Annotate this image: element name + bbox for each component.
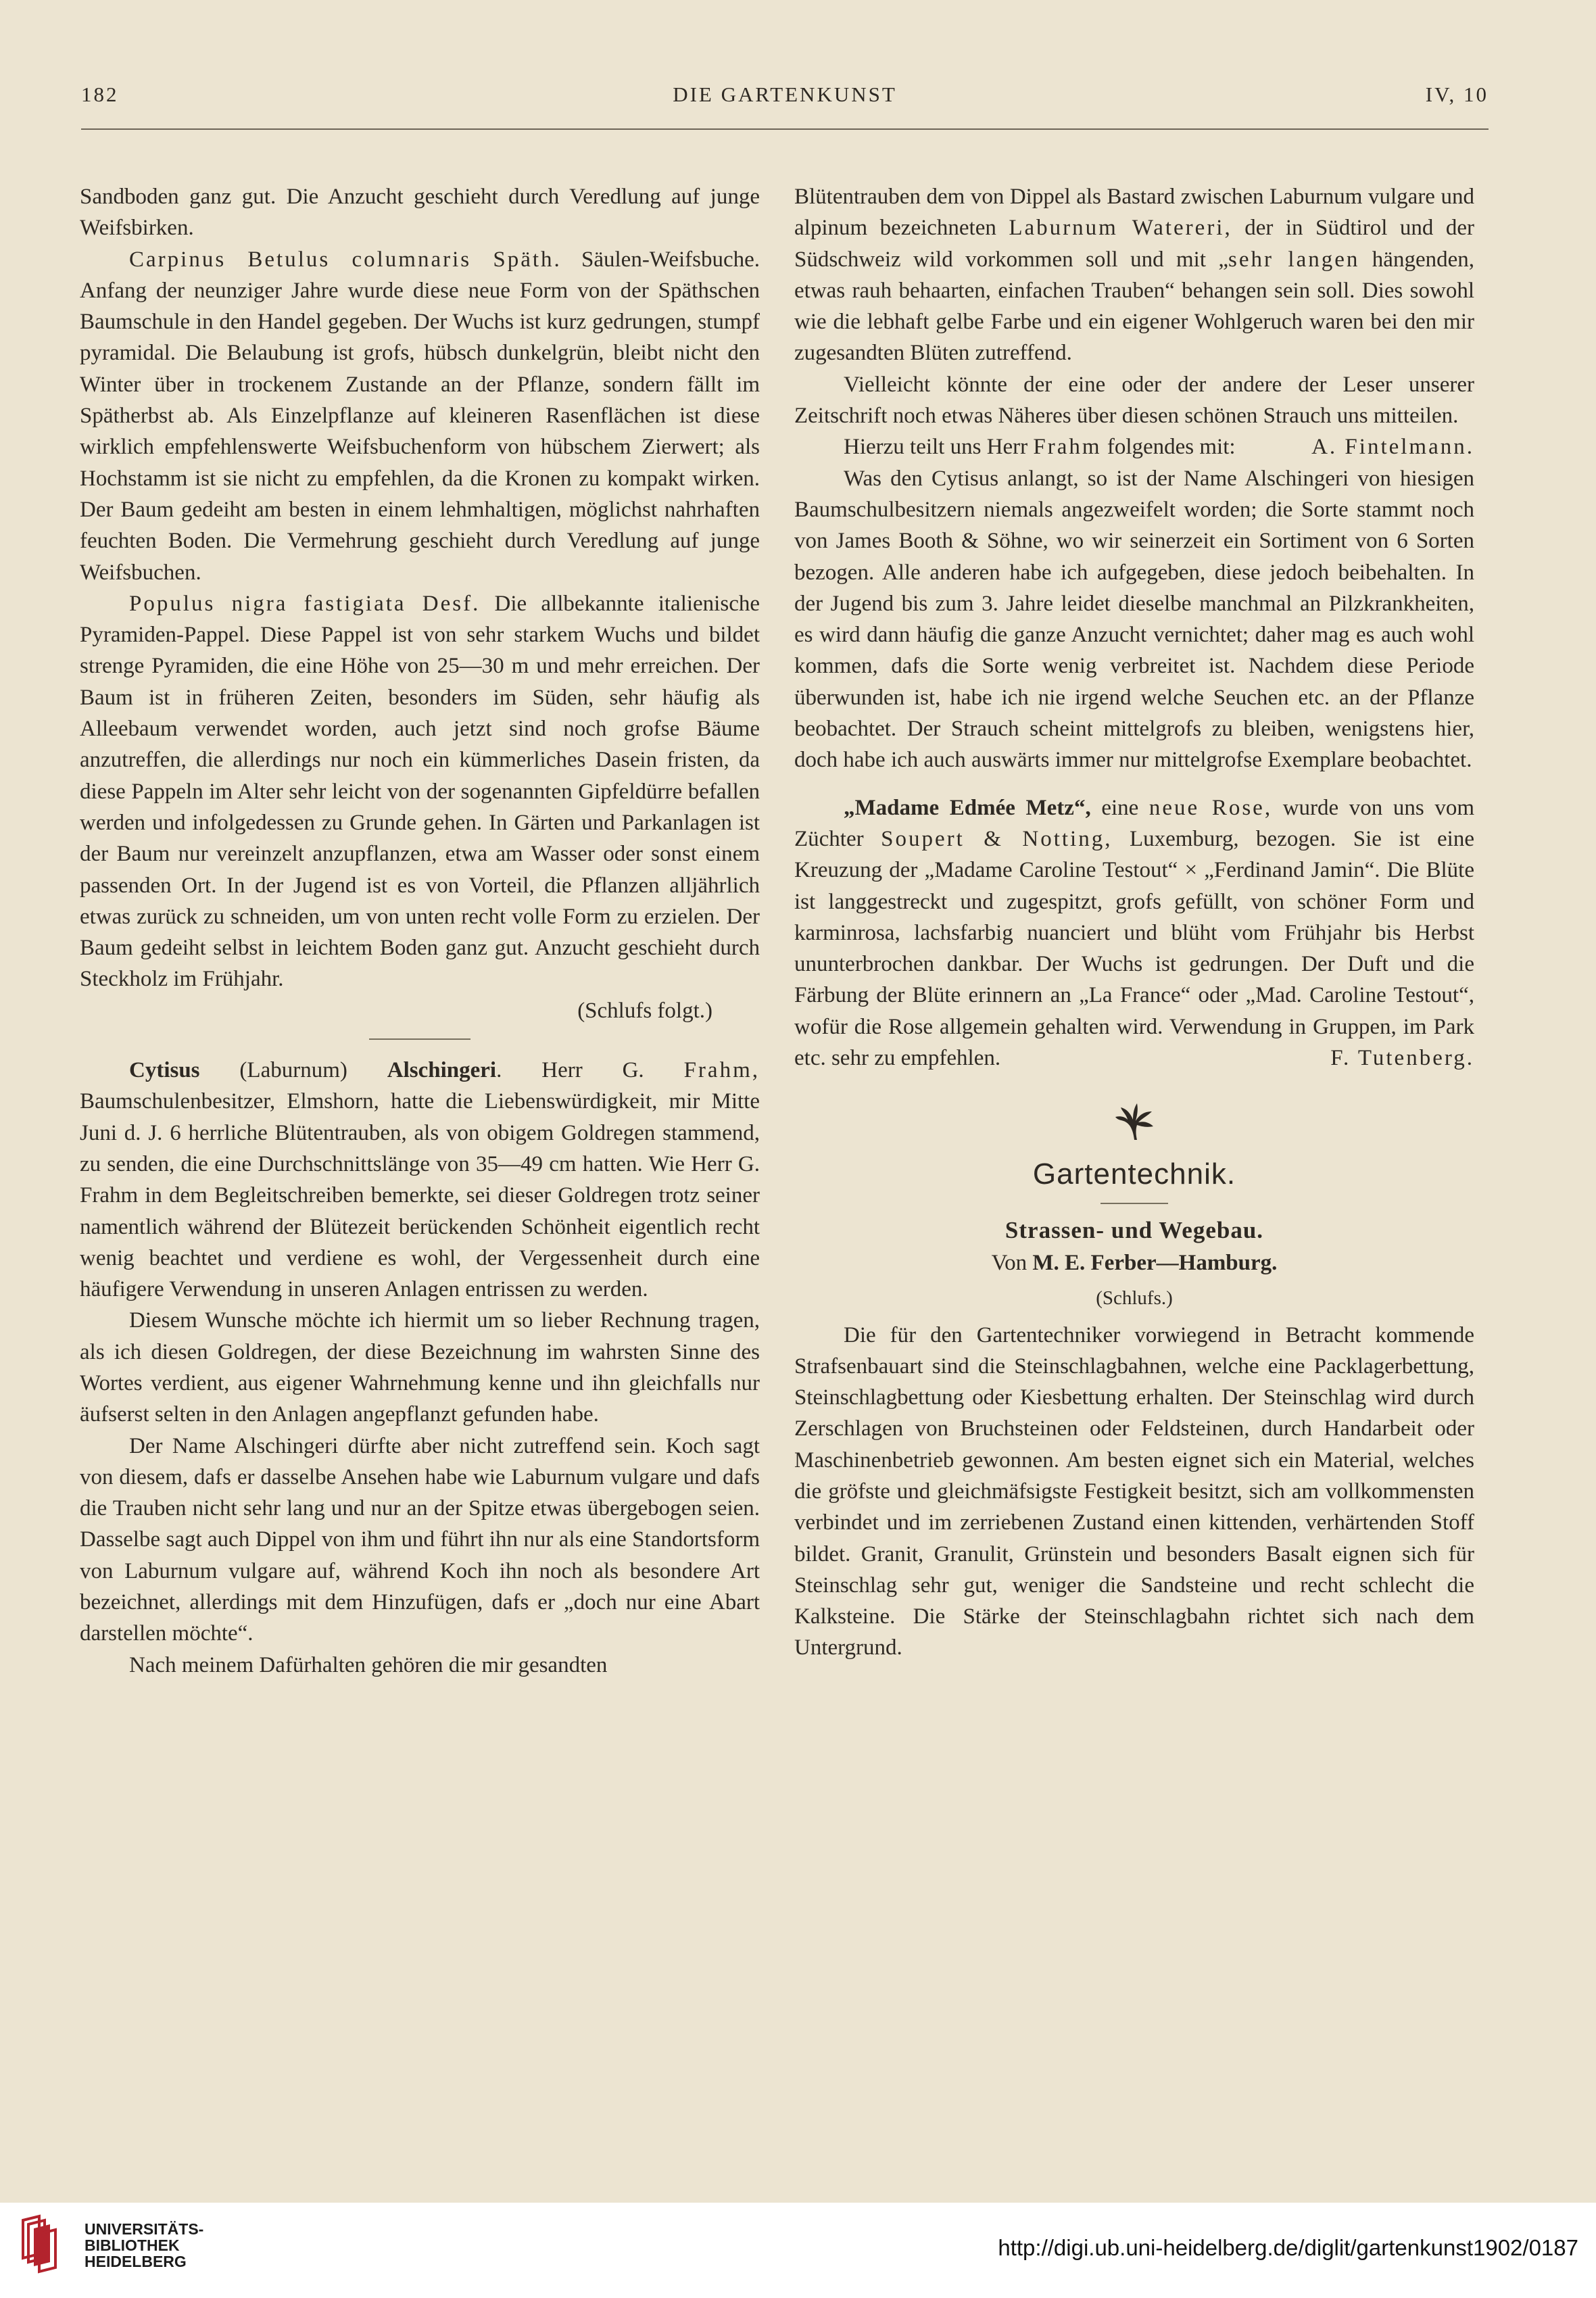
paragraph-text: Baumschulenbesitzer, Elmshorn, hatte die Liebenswürdigkeit, mir Mitte Juni d. J. 6 herrliche Blütentrauben, als von obigem Goldregen stammend, zu senden, die eine Durchschnittslänge von 35—49 cm hatten. Wie Herr G. Frahm in dem Begleitschreiben bemerkte, sei dieser Goldregen trotz seiner namentlich während der Blütezeit berückenden Schönheit eigentlich recht wenig beachtet und verdiene es wohl, der Vergessenheit durch eine häufigere Verwendung in unseren Anlagen entrissen zu werden. bbox=[80, 1089, 760, 1302]
plant-name: Laburnum Watereri, bbox=[1009, 216, 1232, 241]
paragraph-text: folgendes mit: bbox=[1101, 435, 1236, 460]
rose-title: „Madame Edmée Metz“, bbox=[844, 795, 1091, 820]
paragraph bbox=[794, 181, 1474, 369]
paragraph-text: wurde von uns vom Züchter bbox=[794, 795, 1475, 851]
paragraph-text: Blütentrauben dem von Dippel als Bastard zwischen Laburnum vulgare und alpinum bezeichneten bbox=[794, 185, 1474, 241]
signature: A. Fintelmann. bbox=[1311, 435, 1474, 460]
paragraph-text: der in Südtirol und der Südschweiz wild vorkommen soll und mit „ bbox=[794, 216, 1474, 272]
library-name-line: HEIDELBERG bbox=[84, 2253, 187, 2270]
person-name: Frahm, bbox=[683, 1058, 760, 1083]
article-heading-name: Alschingeri bbox=[387, 1058, 497, 1083]
signature: F. Tutenberg. bbox=[1330, 1046, 1474, 1071]
paragraph: Nach meinem Dafürhalten gehören die mir gesandten bbox=[129, 1652, 608, 1677]
paragraph bbox=[80, 1055, 760, 1305]
paragraph: Die für den Gartentechniker vorwiegend in Betracht kommende Strafsenbauart sind die Steinschlagbahnen, welche eine Packlagerbettung, Steinschlagbettung oder Kiesbettung erhalten. Der Steinschlag wird durch Zerschlagen von Bruchsteinen oder Feldsteinen, durch Handarbeit oder Maschinenbetrieb gewonnen. Am besten eignet sich ein Material, welches die gröfste und gleichmäfsigste Festigkeit besitzt, sich am vollkommensten verbindet und im zerriebenen Zustand einen kittenden, verhärtenden Stoff bildet. Granit, Granulit, Grünstein und besonders Basalt eignen sich für Steinschlag sehr gut, weniger die Sandsteine und recht schlecht die Kalksteine. Die Stärke der Steinschlagbahn richtet sich nach dem Untergrund. bbox=[794, 1322, 1474, 1660]
separator bbox=[369, 1038, 470, 1040]
byline-prefix: Von bbox=[991, 1250, 1033, 1275]
section-title: Gartentechnik. bbox=[1032, 1157, 1236, 1191]
paragraph-text: Säulen-Weifsbuche. Anfang der neunziger Jahre wurde diese neue Form von der Späthschen Baumschule in den Handel gegeben. Der Wuchs ist kurz gedrungen, stumpf pyramidal. Die Belaubung ist grofs, hübsch dunkelgrün, bleibt nicht den Winter über in trockenem Zustande an der Pflanze, sondern fällt im Spätherbst ab. Als Einzelpflanze auf kleineren Rasenflächen ist diese wirklich empfehlenswerte Weifsbuchenform von hübschem Zierwert; als Hochstamm ist sie nicht zu empfehlen, da die Kronen zu kompakt wirken. Der Baum gedeiht am besten in einem lehmhaltigen, möglichst nahrhaften feuchten Boden. Die Vermehrung geschieht durch Veredlung auf junge Weifsbuchen. bbox=[80, 247, 760, 585]
paragraph-text: hängenden, etwas rauh behaarten, einfachen Trauben“ behangen sein soll. Dies sowohl wie die lebhaft gelbe Farbe und ein eigener Wohlgeruch waren bei den mir zugesandten Blüten zutreffend. bbox=[794, 247, 1475, 366]
fleuron-ornament-icon bbox=[794, 1093, 1474, 1147]
plant-name: Populus nigra fastigiata Desf. bbox=[129, 591, 481, 616]
library-logo-icon bbox=[16, 2213, 65, 2277]
paragraph bbox=[794, 792, 1474, 1074]
paragraph-text: eine bbox=[1090, 795, 1149, 820]
header-rule bbox=[81, 128, 1489, 130]
emphasis: sehr langen bbox=[1228, 247, 1360, 272]
right-column bbox=[794, 181, 1474, 1664]
digitization-footer bbox=[0, 2203, 1596, 2298]
paragraph: Sandboden ganz gut. Die Anzucht geschieht durch Veredlung auf junge Weifsbirken. bbox=[80, 185, 760, 241]
page-number: 182 bbox=[81, 82, 119, 106]
paragraph: Was den Cytisus anlangt, so ist der Name Alschingeri von hiesigen Baumschulbesitzern niemals angezweifelt worden; die Sorte stammt noch von James Booth & Söhne, wo wir seinerzeit ein Sortiment von 6 Sorten bezogen. Alle anderen habe ich aufgegeben, diese jedoch beibehalten. In der Jugend bis zum 3. Jahre leidet dieselbe manchmal an Pilzkrankheiten, es wird dann häufig die ganze Anzucht vernichtet; daher mag es auch wohl kommen, dafs die Sorte wenig verbreitet ist. Nachdem diese Periode überwunden ist, habe ich nie irgend welche Seuchen etc. an der Pflanze beobachtet. Der Strauch scheint mittelgrofs zu bleiben, wenigstens hier, doch habe ich auch auswärts immer nur mittelgrofse Exemplare beobachtet. bbox=[794, 466, 1474, 773]
paragraph: Der Name Alschingeri dürfte aber nicht zutreffend sein. Koch sagt von diesem, dafs er dasselbe Ansehen habe wie Laburnum vulgare und dafs die Trauben nicht sehr lang und nur an der Spitze etwas übergebogen seien. Dasselbe sagt auch Dippel von ihm und führt ihn nur als eine Standortsform von Laburnum vulgare auf, während Koch ihn noch als besondere Art bezeichnet, allerdings mit dem Hinzufügen, dafs er „doch nur eine Abart darstellen möchte“. bbox=[80, 1433, 760, 1646]
continued-note: (Schlufs folgt.) bbox=[577, 998, 712, 1023]
byline bbox=[794, 1247, 1474, 1278]
person-name: Frahm bbox=[1033, 435, 1102, 460]
library-name bbox=[84, 2221, 203, 2270]
emphasis: neue Rose, bbox=[1148, 795, 1273, 820]
permalink-url[interactable]: http://digi.ub.uni-heidelberg.de/diglit/gartenkunst1902/0187 bbox=[998, 2235, 1578, 2260]
paragraph-text: Luxemburg, bezogen. Sie ist eine Kreuzung der „Madame Caroline Testout“ × „Ferdinand Jamin“. Die Blüte ist langgestreckt und zugespitzt, grofs gefüllt, von schöner Form und karminrosa, lachsfarbig nuanciert und blüht vom Frühjahr bis Herbst ununterbrochen dankbar. Der Wuchs ist gedrungen. Der Duft und die Färbung der Blüte erinnern an „La France“ oder „Mad. Caroline Testout“, wofür die Rose allgemein gehalten wird. Verwendung in Gruppen, im Park etc. sehr zu empfehlen. bbox=[794, 826, 1474, 1071]
byline-note: (Schlufs.) bbox=[1096, 1287, 1173, 1310]
article-title: Strassen- und Wegebau. bbox=[1005, 1216, 1264, 1243]
journal-title: DIE GARTENKUNST bbox=[673, 82, 897, 106]
breeder-name: Soupert & Notting, bbox=[881, 826, 1113, 851]
separator bbox=[1101, 1203, 1168, 1204]
author: M. E. Ferber—Hamburg. bbox=[1032, 1250, 1278, 1275]
volume-issue: IV, 10 bbox=[1425, 82, 1489, 106]
paragraph-text: Hierzu teilt uns Herr bbox=[844, 435, 1034, 460]
library-name-line: BIBLIOTHEK bbox=[84, 2236, 180, 2254]
paragraph: Diesem Wunsche möchte ich hiermit um so lieber Rechnung tragen, als ich diesen Goldregen, der diese Bezeichnung im wahrsten Sinne des Wortes verdient, aus eigener Wahrnehmung kenne und ihn gleichfalls nur äufserst selten in den Anlagen angepflanzt gefunden habe. bbox=[80, 1308, 760, 1427]
paragraph-text: Vielleicht könnte der eine oder der andere der Leser unserer Zeitschrift noch etwas Näheres über diesen schönen Strauch uns mitteilen. bbox=[794, 372, 1474, 429]
plant-name: Carpinus Betulus columnaris Späth. bbox=[129, 247, 562, 272]
library-name-line: UNIVERSITÄTS- bbox=[84, 2220, 204, 2238]
running-header bbox=[81, 82, 1489, 112]
article-heading: Cytisus bbox=[129, 1058, 200, 1083]
paragraph-text: . Herr G. bbox=[496, 1058, 684, 1083]
paragraph bbox=[80, 244, 760, 588]
paragraph-text: Die allbekannte italienische Pyramiden-Pappel. Diese Pappel ist von sehr starkem Wuchs und bildet strenge Pyramiden, die eine Höhe von 25—30 m und mehr erreichen. Der Baum ist in früheren Zeiten, besonders im Süden, sehr häufig als Alleebaum verwendet worden, auch jetzt sind noch grofse Bäume anzutreffen, die allerdings nur noch ein kümmerliches Dasein fristen, da diese Pappeln im Alter sehr leicht von der sogenannten Gipfeldürre befallen werden und infolgedessen zu Grunde gehen. In Gärten und Parkanlagen ist der Baum nur vereinzelt anzupflanzen, etwa am Wasser oder sonst einem passenden Ort. In der Jugend ist es von Vorteil, die Pflanzen alljährlich etwas zurück zu schneiden, um von unten recht volle Form zu erzielen. Der Baum gedeiht selbst in leichtem Boden ganz gut. Anzucht geschieht durch Steckholz im Frühjahr. bbox=[80, 591, 760, 992]
heading-text: (Laburnum) bbox=[199, 1058, 387, 1083]
left-column bbox=[80, 181, 760, 1681]
paragraph bbox=[80, 588, 760, 995]
